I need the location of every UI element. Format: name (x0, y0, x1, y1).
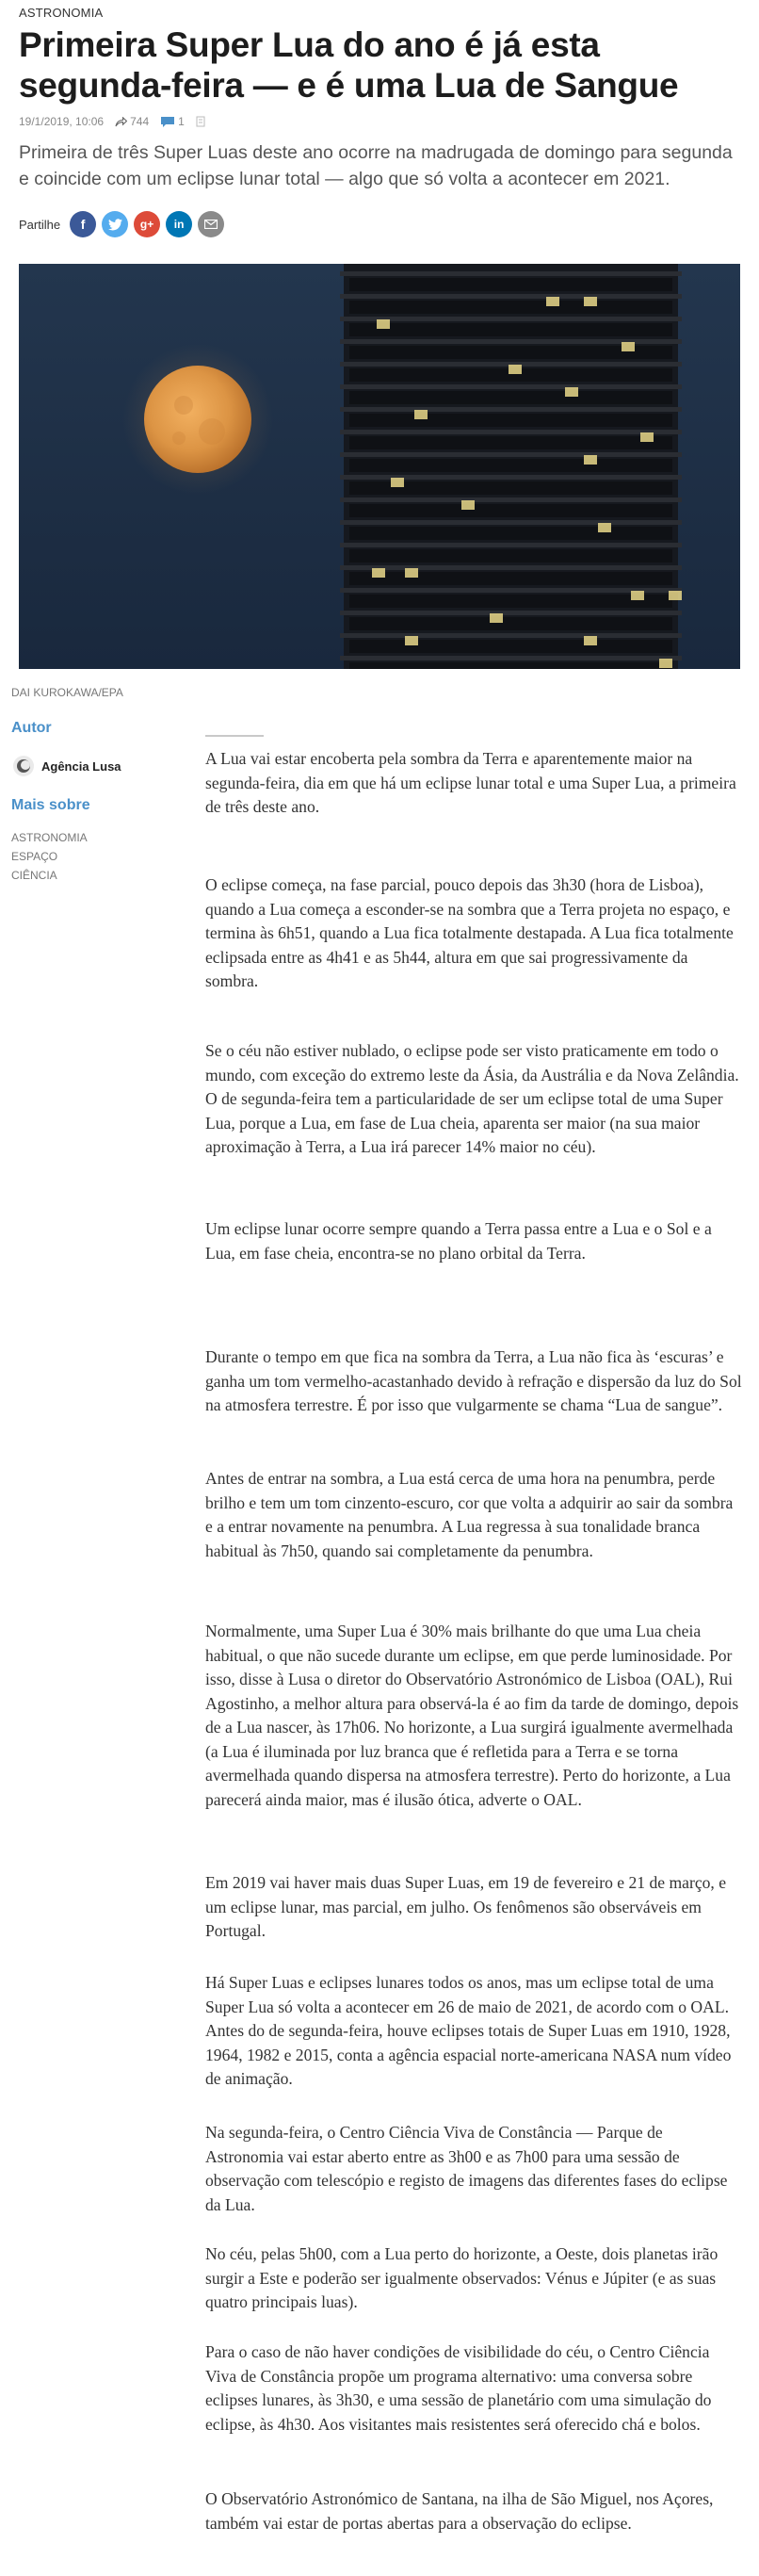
google-plus-share-button[interactable] (134, 211, 160, 237)
article-headline (19, 24, 735, 106)
topic-tags (11, 828, 88, 885)
facebook-share-button[interactable] (70, 211, 96, 237)
article-paragraph: O eclipse começa, na fase parcial, pouco depois das 3h30 (hora de Lisboa), quando a Lua começa a esconder-se na sombra que a Terra projeta no espaço, e termina às 6h51, quando a Lua fica totalmente destapada. A Lua fica totalmente eclipsada entre as 4h41 e as 5h44, altura em que sai progressivamente da sombra. (205, 875, 734, 990)
article-meta (19, 115, 205, 128)
twitter-icon (108, 219, 122, 231)
tag-astronomia[interactable]: ASTRONOMIA (11, 831, 88, 844)
article-paragraph: Antes de entrar na sombra, a Lua está cerca de uma hora na penumbra, perde brilho e tem um tom cinzento-escuro, cor que volta a adquirir ao sair da sombra e a entrar novamente na penumbra. A Lua regressa à sua tonalidade branca habitual às 7h50, quando sai completamente da penumbra. (205, 1469, 734, 1560)
shares-count (115, 115, 149, 128)
comments-count[interactable] (160, 115, 185, 128)
article-paragraph: Durante o tempo em que fica na sombra da Terra, a Lua não fica às ‘escuras’ e ganha um tom vermelho-acastanhado devido à refração e dispersão da luz do Sol na atmosfera terrestre. É por isso que vulgarmente se chama “Lua de sangue”. (205, 1347, 742, 1414)
print-icon[interactable] (196, 116, 205, 127)
article-paragraph: O Observatório Astronómico de Santana, na ilha de São Miguel, nos Açores, também vai estar de portas abertas para a observação do eclipse. (205, 2489, 714, 2533)
headline-line-2: segunda-feira — e é uma Lua de Sangue (19, 66, 679, 105)
linkedin-icon: in (173, 218, 185, 231)
photo-caption: DAI KUROKAWA/EPA (11, 686, 123, 699)
supermoon-building-image (19, 264, 740, 669)
article-paragraph: Na segunda-feira, o Centro Ciência Viva de Constância — Parque de Astronomia vai estar aberto entre as 3h00 e as 7h00 para uma sessão de observação com telescópio e registo de imagens das diferentes fases do eclipse da Lua. (205, 2123, 728, 2214)
share-arrow-icon (115, 117, 127, 127)
linkedin-share-button[interactable] (166, 211, 192, 237)
article-photo[interactable] (19, 264, 740, 669)
google-plus-icon: g+ (139, 218, 154, 231)
article-paragraph: A Lua vai estar encoberta pela sombra da Terra e aparentemente maior na segunda-feira, dia em que há um eclipse lunar total e uma Super Lua, a primeira de três deste ano. (205, 749, 736, 816)
article-paragraph: Se o céu não estiver nublado, o eclipse pode ser visto praticamente em todo o mundo, com exceção do extremo leste da Ásia, da Austrália e da Nova Zelândia. O de segunda-feira tem a particularidade de ser um eclipse total de uma Super Lua, porque a Lua, em fase de Lua cheia, aparenta ser maior (na sua maior aproximação à Terra, a Lua irá parecer 14% maior no céu). (205, 1041, 739, 1156)
comments-count-value: 1 (178, 115, 185, 128)
author-heading: Autor (11, 720, 52, 736)
author-link[interactable] (13, 756, 121, 776)
publish-datetime: 19/1/2019, 10:06 (19, 115, 105, 128)
headline-line-1: Primeira Super Lua do ano é já esta (19, 25, 600, 64)
facebook-icon: f (80, 217, 86, 232)
share-bar (19, 211, 224, 237)
article-paragraph: Para o caso de não haver condições de visibilidade do céu, o Centro Ciência Viva de Constância propõe um programa alternativo: uma conversa sobre eclipses lunares, às 3h30, e uma sessão de planetário com uma simulação do eclipse, às 4h30. Aos visitantes mais resistentes será oferecido chá e bolos. (205, 2342, 712, 2434)
twitter-share-button[interactable] (102, 211, 128, 237)
article-paragraph: No céu, pelas 5h00, com a Lua perto do horizonte, a Oeste, dois planetas irão surgir a Este e poderão ser igualmente observados: Vénus e Júpiter (e as suas quatro principais luas). (205, 2244, 719, 2311)
section-tag[interactable]: ASTRONOMIA (19, 6, 104, 20)
article-lead: Primeira de três Super Luas deste ano ocorre na madrugada de domingo para segunda e coincide com um eclipse lunar total — algo que só volta a acontecer em 2021. (19, 142, 733, 189)
article-paragraph: Normalmente, uma Super Lua é 30% mais brilhante do que uma Lua cheia habitual, o que não sucede durante um eclipse, em que perde luminosidade. Por isso, disse à Lusa o diretor do Observatório Astronómico de Lisboa (OAL), Rui Agostinho, a melhor altura para observá-la é ao fim da tarde de domingo, depois de a Lua nascer, às 17h06. No horizonte, a Lua surgirá igualmente avermelhada (a Lua é iluminada por luz branca que é refletida para a Terra e se torna avermelhada quando dispersa na atmosfera terrestre). Perto do horizonte, a Lua parecerá ainda maior, mas é ilusão ótica, adverte o OAL. (205, 1622, 739, 1809)
tag-ciencia[interactable]: CIÊNCIA (11, 869, 57, 882)
article-paragraph: Em 2019 vai haver mais duas Super Luas, em 19 de fevereiro e 21 de março, e um eclipse lunar, mas parcial, em julho. Os fenômenos são observáveis em Portugal. (205, 1873, 727, 1940)
share-label: Partilhe (19, 217, 61, 232)
article-paragraph: Há Super Luas e eclipses lunares todos os anos, mas um eclipse total de uma Super Lua só volta a acontecer em 26 de maio de 2021, de acordo com o OAL. Antes do de segunda-feira, houve eclipses totais de Super Luas em 1910, 1928, 1964, 1982 e 2015, conta a agência espacial norte-americana NASA num vídeo de animação. (205, 1973, 732, 2088)
email-share-button[interactable] (198, 211, 224, 237)
article-divider (205, 735, 264, 737)
shares-count-value: 744 (130, 115, 150, 128)
comment-icon (160, 116, 175, 128)
article-paragraph: Um eclipse lunar ocorre sempre quando a Terra passa entre a Lua e o Sol e a Lua, em fase cheia, encontra-se no plano orbital da Terra. (205, 1219, 712, 1263)
email-icon (204, 220, 218, 229)
tag-espaco[interactable]: ESPAÇO (11, 850, 58, 863)
more-about-heading: Mais sobre (11, 797, 90, 813)
author-name: Agência Lusa (41, 758, 121, 774)
lusa-logo-icon (13, 756, 34, 776)
